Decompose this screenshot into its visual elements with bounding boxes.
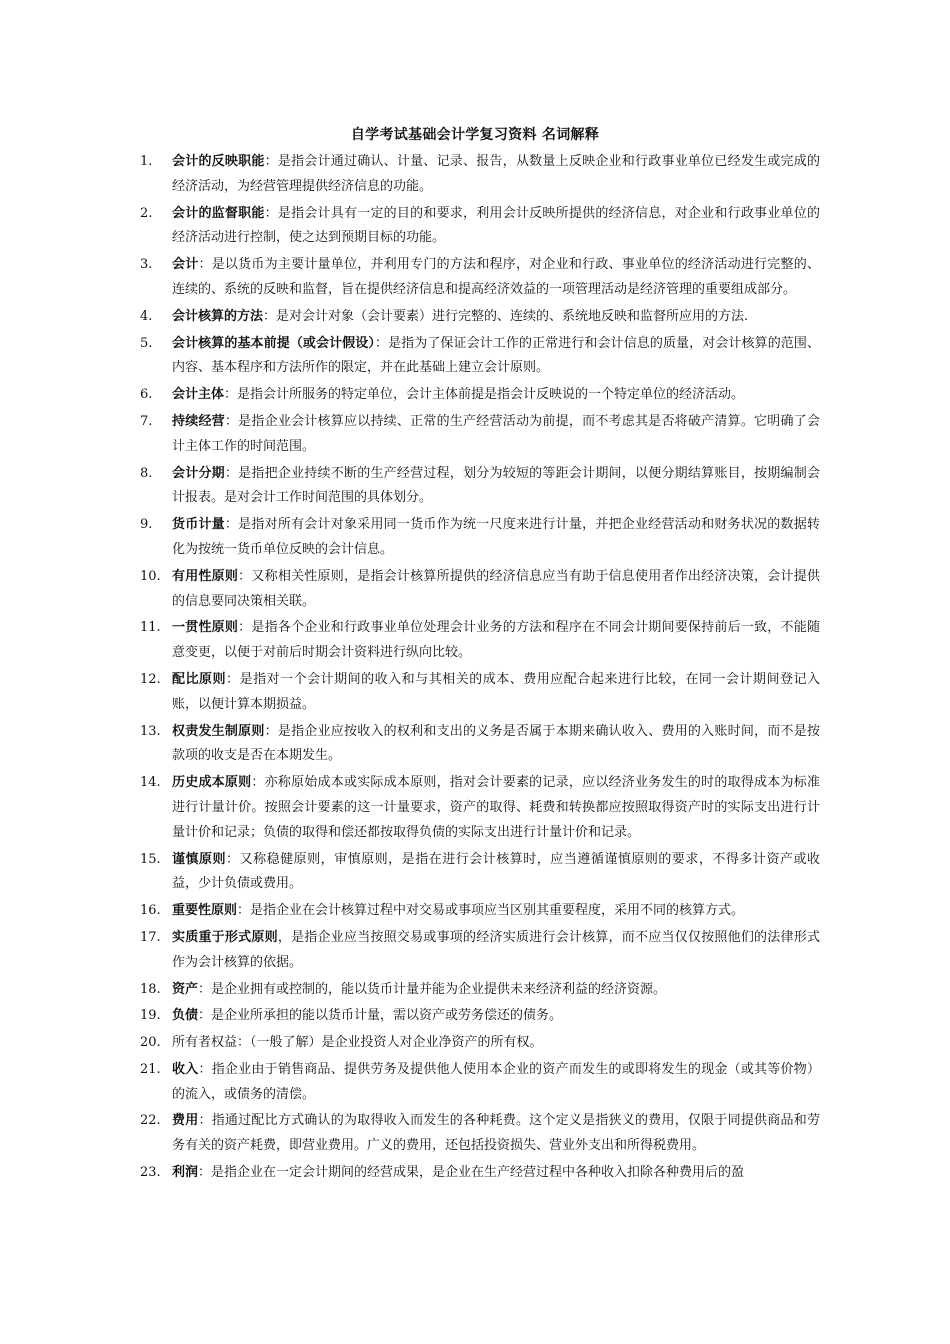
item-body	[172, 1031, 820, 1056]
term-separator: ：	[264, 205, 278, 221]
item-body	[172, 771, 820, 845]
glossary-item	[140, 978, 820, 1003]
item-body	[172, 410, 820, 460]
item-body	[172, 978, 820, 1003]
item-number: 21.	[140, 1061, 161, 1077]
item-body	[172, 253, 820, 303]
glossary-item	[140, 410, 820, 460]
term-name: 收入	[172, 1061, 199, 1077]
term-name: 资产	[172, 981, 199, 997]
glossary-list	[140, 150, 820, 1188]
item-number: 16.	[140, 903, 161, 919]
term-name: 配比原则	[172, 671, 227, 687]
glossary-item	[140, 899, 820, 924]
term-separator: ：	[226, 671, 240, 687]
item-body	[172, 202, 820, 252]
term-separator: ：	[198, 1061, 212, 1077]
term-name: 有用性原则	[172, 568, 239, 584]
item-body	[172, 668, 820, 718]
glossary-item	[140, 926, 820, 976]
item-number: 5.	[140, 335, 153, 351]
term-name: 货币计量	[172, 517, 225, 533]
term-separator: ，	[277, 929, 292, 945]
term-name: 持续经营	[172, 413, 225, 429]
item-body	[172, 720, 820, 770]
glossary-item	[140, 1004, 820, 1029]
term-definition: 是企业拥有或控制的，能以货币计量并能为企业提供未来经济利益的经济资源。	[211, 981, 667, 997]
glossary-item	[140, 305, 820, 330]
item-number: 20.	[140, 1035, 161, 1051]
item-number: 17.	[140, 929, 161, 945]
term-definition: 是以货币为主要计量单位，并利用专门的方法和程序，对企业和行政、事业单位的经济活动进行完整的、连续的、系统的反映和监督，旨在提供经济信息和提高经济效益的一项管理活动是经济管理的重要组成部分。	[172, 257, 820, 297]
term-definition: 是指对所有会计对象采用同一货币作为统一尺度来进行计量，并把企业经营活动和财务状况的数据转化为按统一货币单位反映的会计信息。	[172, 517, 820, 557]
item-number: 4.	[140, 308, 153, 324]
term-definition: 是指企业应按收入的权利和支出的义务是否属于本期来确认收入、费用的入账时间，而不是按款项的收支是否在本期发生。	[172, 723, 820, 764]
item-body	[172, 513, 820, 563]
item-body	[172, 1058, 820, 1108]
glossary-item	[140, 1161, 820, 1186]
term-name: 会计核算的方法	[172, 308, 264, 324]
item-body	[172, 1161, 820, 1186]
term-definition: 是指企业在会计核算过程中对交易或事项应当区别其重要程度，采用不同的核算方式。	[250, 903, 745, 919]
term-separator: ：	[224, 413, 239, 429]
term-definition: 是指企业应当按照交易或事项的经济实质进行会计核算，而不应当仅仅按照他们的法律形式作为会计核算的依据。	[172, 929, 820, 970]
term-separator: ：	[264, 723, 278, 739]
term-name: 会计的反映职能	[172, 154, 265, 169]
glossary-item	[140, 848, 820, 898]
glossary-item	[140, 1058, 820, 1108]
item-number: 10.	[140, 568, 161, 584]
term-separator: ：	[374, 335, 389, 351]
glossary-item	[140, 462, 820, 512]
term-definition: 是指企业会计核算应以持续、正常的生产经营活动为前提，而不考虑其是否将破产清算。它明确了会计主体工作的时间范围。	[172, 413, 820, 454]
term-separator: ：	[198, 1165, 212, 1181]
item-body	[172, 150, 820, 200]
item-body	[172, 1109, 820, 1159]
term-definition: 是指为了保证会计工作的正常进行和会计信息的质量，对会计核算的范围、内容、基本程序和方法所作的限定，并在此基础上建立会计原则。	[172, 335, 820, 376]
term-name: 负债	[172, 1008, 199, 1024]
item-number: 2.	[140, 205, 153, 221]
glossary-item	[140, 720, 820, 770]
term-definition: 亦称原始成本或实际成本原则，指对会计要素的记录，应以经济业务发生的时的取得成本为标准进行计量计价。按照会计要素的这一计量要求，资产的取得、耗费和转换都应按照取得资产时的实际支出进行计量计价和记录；负债的取得和偿还都按取得负债的实际支出进行计量计价和记录。	[172, 775, 820, 840]
term-separator: ：	[238, 620, 252, 636]
term-name: 所有者权益	[172, 1035, 238, 1051]
term-name: 会计分期	[172, 465, 225, 481]
item-number: 13.	[140, 723, 161, 739]
term-definition: 是指各个企业和行政事业单位处理会计业务的方法和程序在不同会计期间要保持前后一致，不能随意变更，以便于对前后时期会计资料进行纵向比较。	[172, 620, 820, 661]
glossary-item	[140, 1031, 820, 1056]
glossary-item	[140, 202, 820, 252]
term-definition: 是指会计具有一定的目的和要求，利用会计反映所提供的经济信息，对企业和行政事业单位的经济活动进行控制，使之达到预期目标的功能。	[172, 205, 820, 246]
term-separator: ：	[224, 517, 239, 533]
glossary-item	[140, 150, 820, 200]
term-definition: 是指对一个会计期间的收入和与其相关的成本、费用应配合起来进行比较，在同一会计期间登记入账，以便计算本期损益。	[172, 671, 820, 712]
term-name: 会计	[172, 257, 199, 273]
glossary-item	[140, 253, 820, 303]
item-number: 22.	[140, 1113, 161, 1129]
term-definition: 是指会计所服务的特定单位，会计主体前提是指会计反映说的一个特定单位的经济活动。	[237, 387, 745, 403]
term-definition: 是企业所承担的能以货币计量，需以资产或劳务偿还的债务。	[211, 1008, 563, 1024]
term-definition: 是指企业在一定会计期间的经营成果，是企业在生产经营过程中各种收入扣除各种费用后的盈	[211, 1165, 745, 1181]
term-name: 历史成本原则	[172, 775, 252, 791]
term-name: 权责发生制原则	[172, 723, 265, 739]
item-body	[172, 462, 820, 512]
glossary-item	[140, 513, 820, 563]
term-separator: ：	[237, 1035, 251, 1051]
term-name: 会计主体	[172, 387, 225, 403]
term-separator: ：	[224, 387, 238, 403]
item-number: 9.	[140, 517, 153, 533]
term-definition: 是对会计对象（会计要素）进行完整的、连续的、系统地反映和监督所应用的方法.	[276, 308, 749, 324]
item-body	[172, 899, 820, 924]
glossary-item	[140, 332, 820, 382]
term-separator: ：	[226, 851, 240, 867]
term-separator: ：	[198, 1008, 212, 1024]
item-body	[172, 565, 820, 615]
item-body	[172, 332, 820, 382]
term-name: 实质重于形式原则	[172, 929, 278, 945]
item-number: 12.	[140, 671, 161, 687]
term-separator: ：	[224, 465, 239, 481]
term-separator: ：	[263, 308, 277, 324]
item-number: 7.	[140, 413, 153, 429]
term-separator: ：	[198, 981, 212, 997]
term-name: 会计的监督职能	[172, 205, 265, 221]
item-number: 18.	[140, 981, 161, 997]
item-number: 19.	[140, 1008, 161, 1024]
glossary-item	[140, 616, 820, 666]
term-definition: （一般了解）是企业投资人对企业净资产的所有权。	[250, 1035, 543, 1051]
item-number: 11.	[140, 620, 161, 636]
item-number: 1.	[140, 154, 153, 169]
term-definition: 指企业由于销售商品、提供劳务及提供他人使用本企业的资产而发生的或即将发生的现金（或其等价物）的流入，或债务的清偿。	[172, 1061, 820, 1102]
item-body	[172, 926, 820, 976]
item-number: 3.	[140, 257, 153, 273]
item-number: 8.	[140, 465, 153, 481]
item-body	[172, 848, 820, 898]
item-number: 14.	[140, 775, 161, 791]
glossary-item	[140, 383, 820, 408]
term-definition: 是指把企业持续不断的生产经营过程，划分为较短的等距会计期间，以便分期结算账目，按期编制会计报表。是对会计工作时间范围的具体划分。	[172, 465, 820, 506]
term-separator: ：	[198, 257, 212, 273]
term-name: 利润	[172, 1165, 199, 1181]
term-separator: ：	[264, 154, 278, 169]
item-number: 15.	[140, 851, 161, 867]
term-separator: ：	[251, 775, 265, 791]
term-definition: 又称相关性原则，是指会计核算所提供的经济信息应当有助于信息使用者作出经济决策，会计提供的信息要同决策相关联。	[172, 568, 820, 609]
term-definition: 是指会计通过确认、计量、记录、报告，从数量上反映企业和行政事业单位已经发生或完成的经济活动，为经营管理提供经济信息的功能。	[172, 154, 820, 194]
item-number: 6.	[140, 387, 153, 403]
document-title: 自学考试基础会计学复习资料 名词解释	[350, 127, 600, 143]
item-body	[172, 616, 820, 666]
term-separator: ：	[238, 568, 252, 584]
term-definition: 指通过配比方式确认的为取得收入而发生的各种耗费。这个定义是指狭义的费用，仅限于同提供商品和劳务有关的资产耗费，即营业费用。广义的费用，还包括投资损失、营业外支出和所得税费用。	[172, 1113, 820, 1154]
term-separator: ：	[198, 1113, 212, 1129]
term-name: 费用	[172, 1113, 199, 1129]
term-name: 重要性原则	[172, 903, 238, 919]
term-separator: ：	[237, 903, 251, 919]
term-name: 会计核算的基本前提（或会计假设）	[172, 335, 375, 351]
glossary-item	[140, 668, 820, 718]
term-definition: 又称稳健原则，审慎原则，是指在进行会计核算时，应当遵循谨慎原则的要求，不得多计资产或收益，少计负债或费用。	[172, 851, 820, 892]
item-body	[172, 383, 820, 408]
item-body	[172, 305, 820, 330]
term-name: 谨慎原则	[172, 851, 227, 867]
term-name: 一贯性原则	[172, 620, 239, 636]
glossary-item	[140, 771, 820, 845]
item-number: 23.	[140, 1165, 161, 1181]
glossary-item	[140, 565, 820, 615]
glossary-item	[140, 1109, 820, 1159]
item-body	[172, 1004, 820, 1029]
